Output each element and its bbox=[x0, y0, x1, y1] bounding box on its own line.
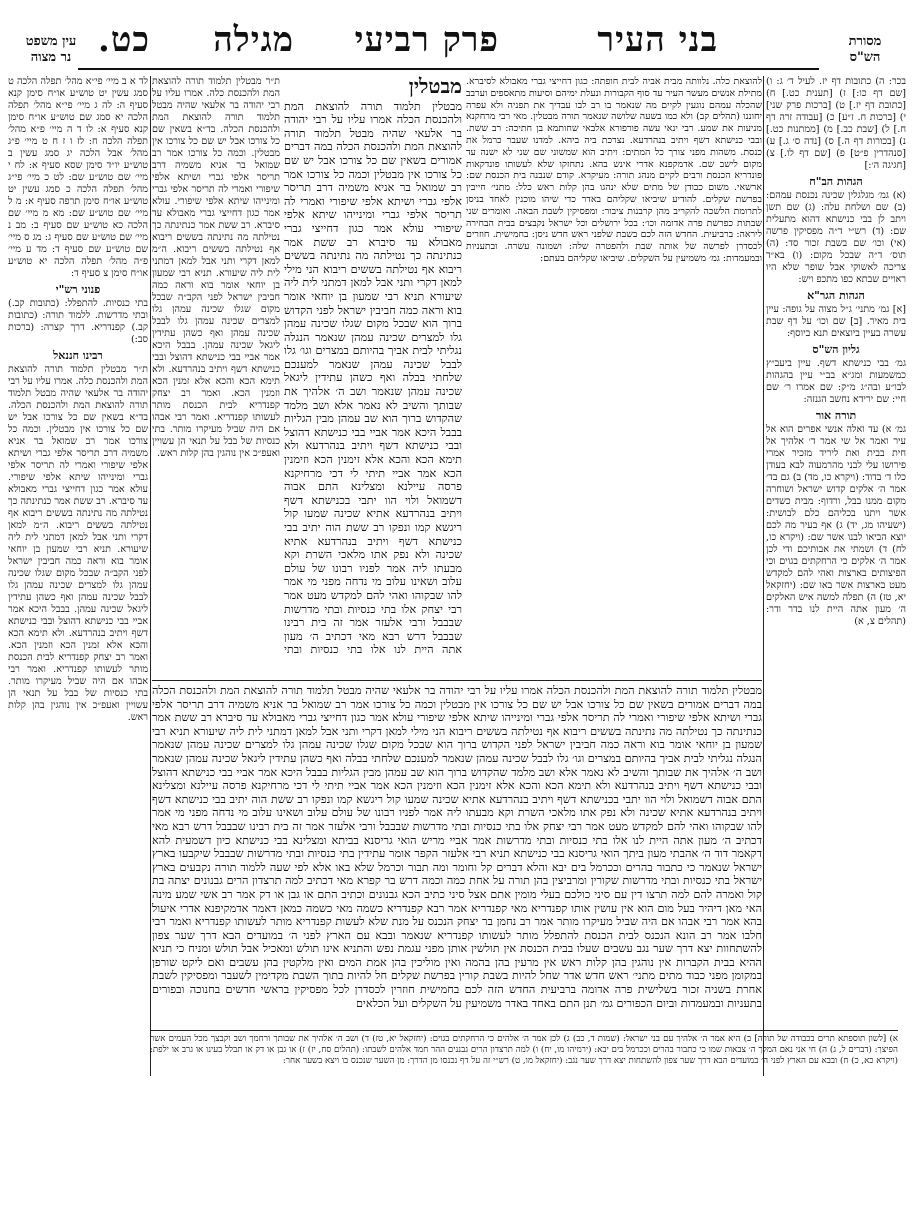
gemara-lead-word: מבטלין bbox=[408, 76, 462, 98]
gemara-lower-text: מבטלין תלמוד תורה להוצאת המת ולהכנסת הכלה אמרו עליו על רבי יהודה בר אלעאי שהיה מבטל תלמוד תורה להוצאת המת ולהכנסת הכלה במה דברים אמורים בשאין שם כל צורכו אבל יש שם כל צורכו אין מבטלין וכמה כל צורכו אמר רב שמואל בר אניא משמיה דרב תריסר אלפי גברי ושיתא אלפי שיפורי ואמרי לה תריסר אלפי גברי ומינייהו שיתא אלפי שיפורי עולא אמר כגון דחייצי גברי מאבולא עד סיברא רב ששת אמר כנתינתה כך נטילתה מה נתינתה בששים ריבוא אף נטילתה בששים ריבוא הני מילי למאן דקרי ותני אבל למאן דמתני לית ליה שיעורא תניא רבי שמעון בן יוחאי אומר בוא וראה כמה חביבין ישראל לפני הקדוש ברוך הוא שבכל מקום שגלו שכינה עמהן גלו למצרים שכינה עמהן שנאמר הנגלה נגליתי לבית אביך בהיותם במצרים וגו׳ גלו לבבל שכינה עמהן שנאמר למענכם שלחתי בבלה ואף כשהן עתידין ליגאל שכינה עמהן שנאמר ושב ה׳ אלהיך את שבותך והשיב לא נאמר אלא ושב מלמד שהקדוש ברוך הוא שב עמהן מבין הגליות בבבל היכא אמר אביי בבי כנישתא דהוצל ובבי כנישתא דשף ויתיב בנהרדעא ולא תימא הכא והכא אלא זימנין הכא וזימנין הכא אמר אביי תיתי לי דכי מרחיקנא פרסה עיילנא ומצלינא התם אבוה דשמואל ולוי הוו יתבי בכנישתא דשף ויתיב בנהרדעא אתיא שכינה שמעו קול ריגשא קמו ונפקו רב ששת הוה יתיב בבי כנישתא דשף ויתיב בנהרדעא אתיא שכינה ולא נפק אתו מלאכי השרת וקא מבעתו ליה אמר לפניו רבונו של עולם עלוב ושאינו עלוב מי נדחה מפני מי אמר להו שבקוהו ואהי להם למקדש מעט אמר רבי יצחק אלו בתי כנסיות ובתי מדרשות שבבבל ורבי אלעזר אמר זה בית רבינו שבבבל דרש רבא מאי דכתיב ה׳ מעון אתה היית לנו אלו בתי כנסיות ובתי מדרשות אמר אביי מריש הואי גריסנא בביתא ומצלינא בבי כנישתא כיון דשמעית להא דקאמר דוד ה׳ אהבתי מעון ביתך הואי גריסנא בבי כנישתא תניא רבי אלעזר הקפר אומר עתידין בתי כנסיות ובתי מדרשות שבבבל שיקבעו בארץ ישראל שנאמר כי כתבור בהרים וככרמל בים יבא והלא דברים קל וחומר ומה תבור וכרמל שלא באו אלא לפי שעה ללמוד תורה נקבעים בארץ ישראל בתי כנסיות ובתי מדרשות שקורין ומרביצין בהן תורה על אחת כמה וכמה דרש בר קפרא מאי דכתיב למה תרצדון הרים גבנונים יצתה בת קול ואמרה להם למה תרצו דין עם סיני כולכם בעלי מומין אתם אצל סיני כתיב הכא גבנונים וכתיב התם או גבן או דק אמר רב אשי שמע מינה האי מאן דיהיר בעל מום הוא אין עושין אותו קפנדריא מאי קפנדריא אמר רבא קפנדריא כשמה מאי כשמה כמאן דאמר אדמקיפנא אדרי איעול בהא אמר רבי אבהו אם היה שביל מעיקרו מותר אמר רב נחמן בר יצחק הנכנס על מנת שלא לעשות קפנדריא מותר לעשותו קפנדריא ואמר רבי חלבו אמר רב הונא הנכנס לבית הכנסת להתפלל מותר לעשותו קפנדריא שנאמר ובבא עם הארץ לפני ה׳ במועדים הבא דרך שער צפון להשתחוות יצא דרך שער נגב עשבים שעלו בבית הכנסת אין תולשין אותן מפני עגמת נפש והתניא אינו תולש ומאכיל אבל תולש ומניח כי תניא ההיא בבית הקברות אין נוהגין בהן קלות ראש אין מרעין בהן בהמה ואין מוליכין בהן אמת המים ואין מלקטין בהן עשבים ואם ליקט שורפן במקומן מפני כבוד מתים מתני׳ ראש חדש אדר שחל להיות בשבת קורין בפרשת שקלים חל להיות בתוך השבת מקדימין לשעבר ומפסיקין לשבת אחרת בשניה זכור בשלישית פרה אדומה ברביעית החדש הזה לכם בחמישית חוזרין לכסדרן לכל מפסיקין בראשי חדשים בחנוכה ובפורים בתעניות ובמעמדות וביום הכפורים גמ׳ תנן התם באחד באדר משמיעין על השקלים ועל הכלאים bbox=[152, 684, 762, 1010]
margin-label-masoret: מסורת הש"ס bbox=[848, 34, 882, 65]
divider-right-margin bbox=[763, 76, 764, 1076]
header-chapter: פרק רביעי bbox=[354, 20, 499, 60]
header-rule bbox=[78, 68, 819, 70]
gilyon-title: גליון הש"ס bbox=[812, 343, 860, 356]
rabbeinu-chananel-text: ת״ר מבטלין תלמוד תורה להוצאת המת ולהכנסת כלה. אמרו עליו על רבי יהודה בר אלעאי שהיה מבטל תלמוד תורה להוצאת המת ולהכנסת הכלה. בד״א בשאין שם כל צורכו אבל יש שם כל צורכו אין מבטלין. וכמה כל צורכו אמר רב שמואל בר אניא משמיה דרב תריסר אלפי גברי ושיתא אלפי שיפורי ואמרי לה תריסר אלפי גברי ומינייהו שיתא אלפי שיפורי. עולא אמר כגון דחייצי גברי מאבולא עד סיברא. רב ששת אמר כנתינתה כך נטילתה מה נתינתה בששים ריבוא אף נטילתה בששים ריבוא. ה״מ למאן דקרי ותני אבל למאן דמתני לית ליה שיעורא. תניא רבי שמעון בן יוחאי אומר בוא וראה כמה חביבין ישראל לפני הקב״ה שבכל מקום שגלו שכינה עמהן גלו למצרים שכינה עמהן גלו לבבל שכינה עמהן ואף כשהן עתידין ליגאל שכינה עמהן. בבבל היכא אמר אביי בבי כנישתא דהוצל ובבי כנישתא דשף ויתיב בנהרדעא. ולא תימא הכא והכא אלא זמנין הכא וזמנין הכא. ואמר רב יצחק קפנדריא לבית הכנסת מותר לעשותו קפנדריא. ואמר רבי אבהו אם היה שביל מעיקרו מותר. בתי כנסיות של בבל על תנאי הן עשויין ואעפ״כ אין נוהגין בהן קלות ראש. bbox=[8, 364, 148, 723]
divider-left-margin bbox=[150, 76, 151, 1076]
haggahot-gra-title: הגהות הגר"א bbox=[807, 289, 865, 302]
header-title-right: בני העיר bbox=[597, 20, 718, 60]
margin-label-ein-mishpat: עין משפט נר מצוה bbox=[25, 34, 77, 65]
tosafot-column bbox=[466, 76, 762, 676]
haggahot-bach-title: הגהות הב"ח bbox=[809, 175, 863, 188]
rashi-commentary: ת״ר מבטלין תלמוד תורה להוצאת המת ולהכנסת כלה. אמרו עליו על רבי יהודה בר אלעאי שהיה מבטל תלמוד תורה להוצאת המת ולהכנסת הכלה. בד״א בשאין שם כל צורכו אבל יש שם כל צורכו אין מבטלין. וכמה כל צורכו אמר רב שמואל בר אניא משמיה דרב תריסר אלפי גברי ושיתא אלפי שיפורי ואמרי לה תריסר אלפי גברי ומינייהו שיתא אלפי שיפורי. עולא אמר כגון דחייצי גברי מאבולא עד סיברא. רב ששת אמר כנתינתה כך נטילתה מה נתינתה בששים ריבוא אף נטילתה בששים ריבוא. ה״מ למאן דקרי ותני אבל למאן דמתני לית ליה שיעורא. תניא רבי שמעון בן יוחאי אומר בוא וראה כמה חביבין ישראל לפני הקב״ה שבכל מקום שגלו שכינה עמהן גלו למצרים שכינה עמהן גלו לבבל שכינה עמהן ואף כשהן עתידין ליגאל שכינה עמהן. בבבל היכא אמר אביי בבי כנישתא דהוצל ובבי כנישתא דשף ויתיב בנהרדעא. ולא תימא הכא והכא אלא זמנין הכא וזמנין הכא. ואמר רב יצחק קפנדריא לבית הכנסת מותר לעשותו קפנדריא. ואמר רבי אבהו אם היה שביל מעיקרו מותר. בתי כנסיות של בבל על תנאי הן עשויין ואעפ״כ אין נוהגין בהן קלות ראש. bbox=[152, 76, 280, 459]
haggahot-bach-text: (א) גמ׳ מגלגלין שכינה נכנסת עמהם: (ב) שם ושלחת עלה: (ג) שם תשן ויתב לן בבי כנישתא דהוא מתעלית שם: (ד) רש״י ד״ה מפסיקין פרשה (אי) וכו׳ שם בשבת זכור סד: (ה) תוס׳ ד״ה שבכל מקום: (ו) בא״ד צריכה לאשוקי אבל שופר שלא היו ראויים שבתא כפו מתכפ ויש: bbox=[766, 190, 906, 285]
gemara-main-column bbox=[284, 76, 462, 656]
rabbeinu-chananel-title: רבינו חננאל bbox=[53, 349, 103, 362]
masoret-text: בכר: ה) כתובות דף יז. לעיל ד׳ ג: ו) [שם דף כו:] ז) [תענית כט.] ח) [כתובת דף יז.] ט) [ברכות פרק שני] י) [ברכות ח. ז״ע] כ) [עבודה זרה דף ח.] ל) [שבת כב.] מ) [ממתנות כט.] נ) [בכורות דף ה.] ס) [נדה ס׳ ג.] ע) [סנהדרין פ״ט] פ) [שם דף לו.] צ) [חגיגה ה׳:] bbox=[766, 76, 906, 171]
divider-lower-block bbox=[152, 680, 762, 681]
rashi-highlights-title: פנוני רש"י bbox=[55, 283, 101, 296]
ein-mishpat-text: לד א ב מיי׳ פי״א מהל׳ תפלה הלכה ט סמג עשין יט טוש״ע או״ח סימן קנא סעיף ה: לה ג מיי׳ פי״א מהל׳ תפלה הלכה יא סמג שם טוש״ע או״ח סימן קנא סעיף א: לו ד ה מיי׳ פ״א מהל׳ תפלה הלכה ח: לז ו ז ח ט מיי׳ פ״ג מהל׳ אבל הלכה יג סמג עשין ב טוש״ע יו״ד סימן שסא סעיף א: לח י מיי׳ שם טוש״ע שם: לט כ מיי׳ פי״ג מהל׳ תפלה הלכה כ סמג עשין יט טוש״ע או״ח סימן תרפה סעיף א: מ ל מיי׳ שם טוש״ע שם: מא מ מיי׳ שם הלכה כא טוש״ע שם סעיף ב: מב נ מיי׳ שם טוש״ע שם סעיף ג: מג ס מיי׳ שם טוש״ע שם סעיף ד: מד ע מיי׳ פ״ה מהל׳ תפלה הלכה יא טוש״ע או״ח סימן צ סעיף ד: bbox=[8, 76, 148, 279]
header-folio: כט. bbox=[98, 20, 150, 60]
tosafot-text: להוצאת כלה. נלוותה מבית אביה לבית חופתה: כגון דחייצי גברי מאבולא לסיברא. מתילת אנשים מעשר העיר עד סוף הקבורות ונעלת ימיהם וסיעות מתאספים וערבב שהכלה עמהם נוגעין לקיים מה שנאמר בו רב לבו עבדיך את תפניה ולא עפרה יחוננו (תהלים קב) ולא כמו בשעה שלושה שנאמר תורה מבטלין. מאי רבי מרחקנא מניעות את שמע. רבי ינאי עשה פורפורא אלבאי שחותמא בן חתיכה: רב ששת. ובבי כנישתא דשף ויתיב בנהרדעא. נצרכת ביה ביהא. למדנו שעבר כרמל את כנסת. משהות מפני צורך כל המתים: ויתיב הוא שמשוני שם שני לא ישנה עד מקום לישב שם. אדמקפנא אדרי אינש בהא. נתחזקו שלא לעשותו פונדקאות פונדריא הכנסת ורבים לקיים מנהג תורה: מעיקרא. קודם שנבנה בית הכנסת שם: ארשאי. משום כבודן של מתים שלא ינהגו בהן קלות ראש כלל: מתני׳ חייבין בפרשת שקלים. להודיע שיביאו שקליהם באדר כדי שיהו מוכנין לאחד בניסן לתרומת הלשכה להקריב מהן קרבנות ציבור: ומפסיקין לשבת הבאה. ואומרים שני שבתות כפרשת פרה אדומה וכו׳: בכל ירושלים וכל ישראל נקבצים בבית הבחירה ליראה: ברביעית. החדש הזה לכם בשבת שלפני ראש חדש ניסן: בחמישית. חוזרים לכסדרן לפרשה של אותה שבת ולהפטרה שלה: ושמונה עשרה. ובתעניות ובמעמדות: גמ׳ משמיעין על השקלים. שיביאו שקליהם בעתם: bbox=[466, 76, 762, 264]
torah-or-title: תורה אור bbox=[815, 409, 857, 422]
footnote-rule bbox=[150, 1030, 898, 1031]
rashi-highlights-text: בתי כנסיות. להתפלל: (כתובות קב.) ובתי מדרשות. ללמוד תורה: (כתובות קב.) קפנדריא. דרך קצרה: (ברכות סב:) bbox=[8, 298, 148, 345]
gilyon-text: גמ׳ בבי כנישתא דשף. עיין ביעב״ץ כמשמעות ומג״א בב״י עיין בהגהות לבו״ע ובה״ג מ״ק: שם אמרו ר׳ שם חיי: שם ירידא נחשב הגנזה: bbox=[766, 358, 906, 405]
right-margin-column bbox=[766, 76, 906, 1116]
footnotes-text: א) [לשון תוספתא תרים בכבודה של תורה] ב) היא אמר ה׳ אלהיך עם בני ישראל: (שמות ד, כב) ג) לכן אמר ה׳ אלהים כי הרחקתים בגוים: (יחזקאל יא, טז) ד) ושב ה׳ אלהיך את שבותך ורחמך ושב וקבצך מכל העמים אשר הפיצך: (דברים ל, ג) ה) חי אני נאם המלך ה׳ צבאות שמו כי כתבור בהרים וככרמל בים יבא: (ירמיהו מו, יח) ו) למה תרצדון הרים גבננים ההר חמד אלהים לשבתו: (תהלים סח, יז) ז) או גבן או דק או תבלל בעינו או גרב או ילפת: (ויקרא כא, כ) ח) ובבא עם הארץ לפני ה׳ במועדים הבא דרך שער צפון להשתחות יצא דרך שער נגב: (יחזקאל מו, ט) רש״י זה על דף נכנסו מן הדרך: מן השער שנכנס בו ויצא בשער אחר: bbox=[150, 1034, 898, 1066]
rashi-column bbox=[152, 76, 280, 656]
left-margin-column bbox=[8, 76, 148, 1116]
gemara-text: מבטלין תלמוד תורה להוצאת המת ולהכנסת הכלה אמרו עליו על רבי יהודה בר אלעאי שהיה מבטל תלמוד תורה להוצאת המת ולהכנסת הכלה במה דברים אמורים בשאין שם כל צורכו אבל יש שם כל צורכו אין מבטלין וכמה כל צורכו אמר רב שמואל בר אניא משמיה דרב תריסר אלפי גברי ושיתא אלפי שיפורי ואמרי לה תריסר אלפי גברי ומינייהו שיתא אלפי שיפורי עולא אמר כגון דחייצי גברי מאבולא עד סיברא רב ששת אמר כנתינתה כך נטילתה מה נתינתה בששים ריבוא אף נטילתה בששים ריבוא הני מילי למאן דקרי ותני אבל למאן דמתני לית ליה שיעורא תניא רבי שמעון בן יוחאי אומר בוא וראה כמה חביבין ישראל לפני הקדוש ברוך הוא שבכל מקום שגלו שכינה עמהן גלו למצרים שכינה עמהן שנאמר הנגלה נגליתי לבית אביך בהיותם במצרים וגו׳ גלו לבבל שכינה עמהן שנאמר למענכם שלחתי בבלה ואף כשהן עתידין ליגאל שכינה עמהן שנאמר ושב ה׳ אלהיך את שבותך והשיב לא נאמר אלא ושב מלמד שהקדוש ברוך הוא שב עמהן מבין הגליות בבבל היכא אמר אביי בבי כנישתא דהוצל ובבי כנישתא דשף ויתיב בנהרדעא ולא תימא הכא והכא אלא זימנין הכא וזימנין הכא אמר אביי תיתי לי דכי מרחיקנא פרסה עיילנא ומצלינא התם אבוה דשמואל ולוי הוו יתבי בכנישתא דשף ויתיב בנהרדעא אתיא שכינה שמעו קול ריגשא קמו ונפקו רב ששת הוה יתיב בבי כנישתא דשף ויתיב בנהרדעא אתיא שכינה ולא נפק אתו מלאכי השרת וקא מבעתו ליה אמר לפניו רבונו של עולם עלוב ושאינו עלוב מי נדחה מפני מי אמר להו שבקוהו ואהי להם למקדש מעט אמר רבי יצחק אלו בתי כנסיות ובתי מדרשות שבבבל ורבי אלעזר אמר זה בית רבינו שבבבל דרש רבא מאי דכתיב ה׳ מעון אתה היית לנו אלו בתי כנסיות ובתי bbox=[284, 99, 462, 656]
gemara-lower-block bbox=[152, 684, 762, 1024]
haggahot-gra-text: [א] גמ׳ מתני׳ ג״ל מצוה על גופה: עיין בית מאיר. [ב] שם וכו׳ על דף שבת עשרה בעיין ביוצאים תנא ביוסף: bbox=[766, 304, 906, 339]
footnotes bbox=[150, 1034, 898, 1078]
header-title-left: מגילה bbox=[213, 20, 294, 60]
torah-or-text: גמ׳ א) עד ואלה אנשי אפרים הוא אל עיר ואמר אל שי אמר ד׳ אלהיך אל חית בבית ואת ליריד מזכיר אמרי פירושו עלי לבני מהרמעוה לבא בעודן כלו ד׳ בדוד: (ויקרא כו, מד) ב) גם בד׳ אמר ה׳ אלקים קדוש ישראל ושוחרה מקום ממנו בבל, ורדוף: מבית כשדים אשר ויתנו בכליהם כלם לבושית: (ישעיהו מג, יד) ג) אף בעיר מה לכם יוצא הביאו לבנו אשר שם: (ויקרא כו, לח) ד) ושמתי את אבותיכם ודי לכן אמר ה׳ אלקים כי הרחקתים בגוים וכי הפיצותים בארצות ואהי להם למקדש מעט בארצות אשר באו שם: (יחזקאל יא, טז) ה) תפלה למשה איש האלקים ה׳ מעון אתה היית לנו בדר ודר: (תהלים צ, א) bbox=[766, 424, 906, 627]
